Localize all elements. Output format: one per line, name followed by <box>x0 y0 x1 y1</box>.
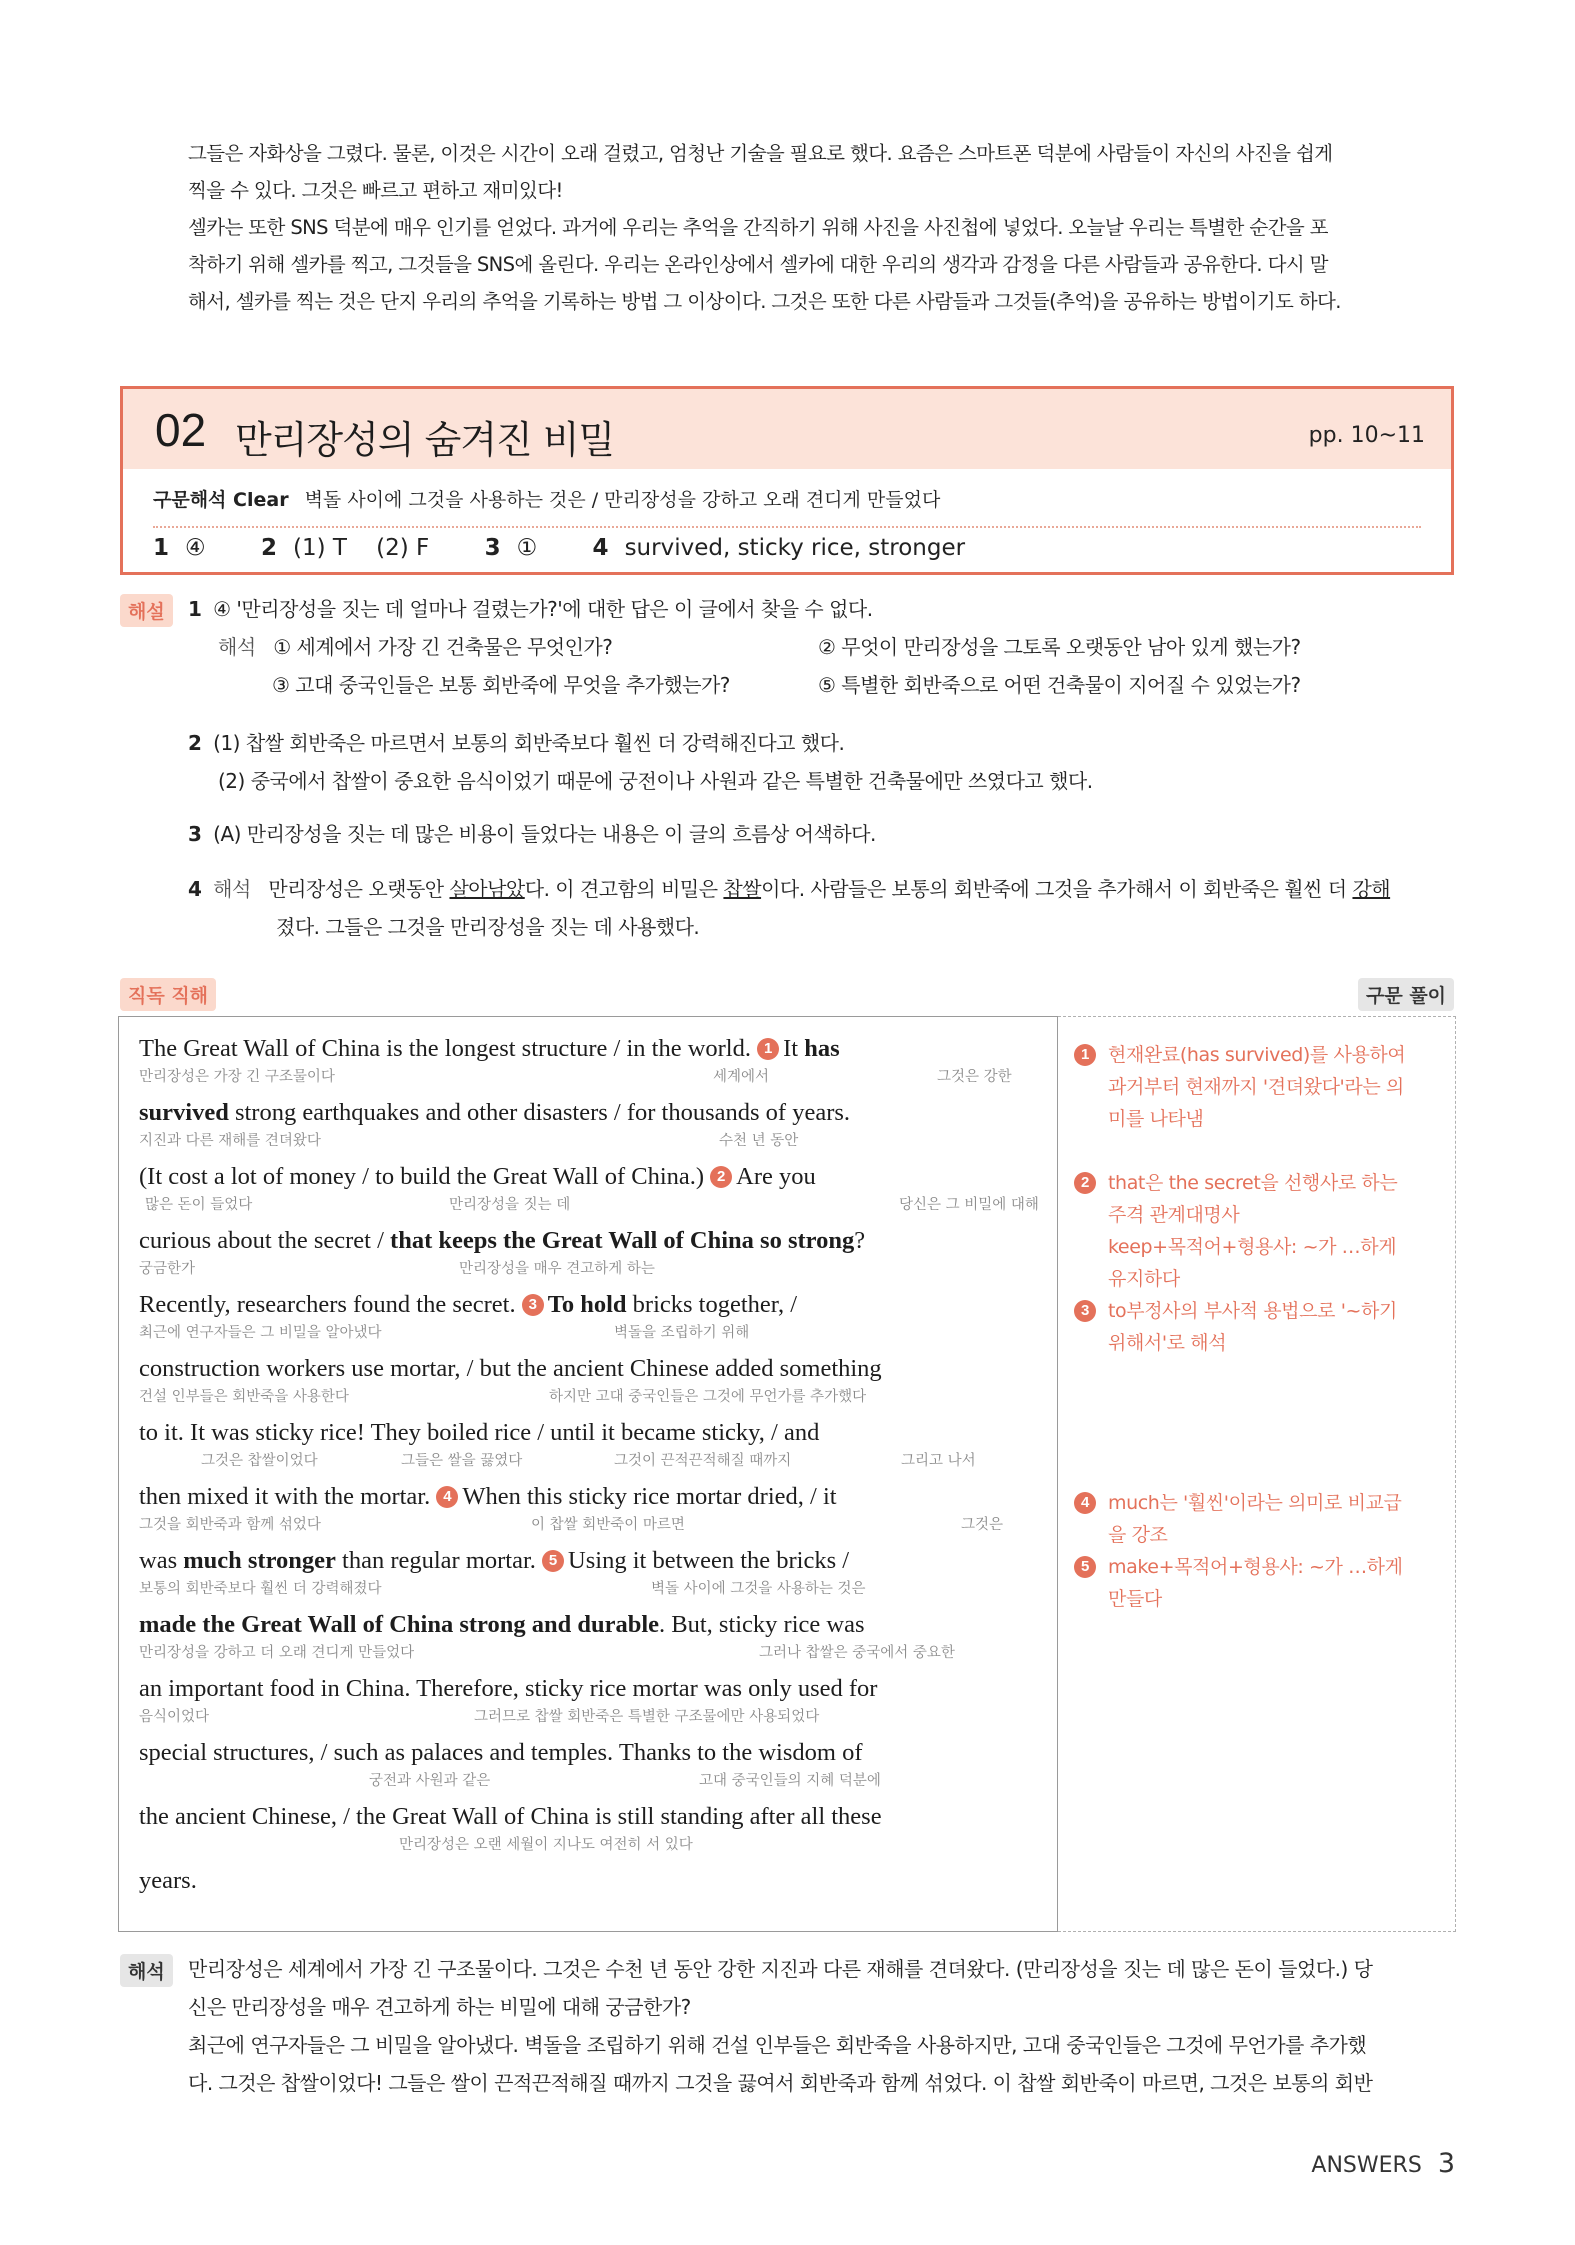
q4-part: 이다. 사람들은 보통의 회반죽에 그것을 추가해서 이 회반죽은 훨씬 더 <box>761 877 1353 901</box>
note-line: much는 '훨씬'이라는 의미로 비교급 <box>1108 1492 1402 1514</box>
note-line: 유지하다 <box>1108 1268 1180 1290</box>
sentence-text: Recently, researchers found the secret. <box>139 1291 522 1318</box>
english-sentence <box>139 1099 850 1127</box>
sentence-text: to it. It was sticky rice! They boiled rice / until it became sticky, / and <box>139 1419 820 1446</box>
korean-gloss: 만리장성을 짓는 데 <box>449 1197 571 1213</box>
q4-blank: 찹쌀 <box>723 877 762 901</box>
korean-gloss: 지진과 다른 재해를 견뎌왔다 <box>139 1133 321 1149</box>
explanation-tag: 해설 <box>120 594 173 627</box>
clear-text: 벽돌 사이에 그것을 사용하는 것은 / 만리장성을 강하고 오래 견디게 만들었다 <box>304 489 941 511</box>
key-phrase: survived <box>139 1099 229 1126</box>
reading-line <box>139 1419 1039 1483</box>
reading-line <box>139 1803 1039 1867</box>
sentence-text: years. <box>139 1867 197 1894</box>
top-paragraph <box>188 135 1458 320</box>
note-line: to부정사의 부사적 용법으로 '~하기 <box>1108 1300 1397 1322</box>
sentence-text: (It cost a lot of money / to build the Great Wall of China.) <box>139 1163 711 1190</box>
footer-label: ANSWERS <box>1311 2153 1422 2178</box>
english-sentence <box>139 1867 197 1895</box>
key-phrase: made the Great Wall of China strong and durable <box>139 1611 660 1638</box>
answer-value: (1) T (2) F <box>292 535 430 561</box>
korean-gloss: 최근에 연구자들은 그 비밀을 알아냈다 <box>139 1325 382 1341</box>
explanation-q2-1: 2 (1) 찹쌀 회반죽은 마르면서 보통의 회반죽보다 훨씬 더 강력해진다고 했다. <box>188 731 845 755</box>
korean-gloss: 당신은 그 비밀에 대해 <box>899 1197 1039 1213</box>
key-phrase: has <box>804 1035 840 1062</box>
note-line: keep+목적어+형용사: ~가 …하게 <box>1108 1236 1397 1258</box>
reading-line <box>139 1099 1039 1163</box>
sentence-text: Are you <box>736 1163 816 1190</box>
reading-line <box>139 1227 1039 1291</box>
korean-gloss: 수천 년 동안 <box>719 1133 799 1149</box>
note-3 <box>1074 1295 1444 1359</box>
english-sentence <box>139 1163 816 1191</box>
answer-row <box>153 535 1013 561</box>
korean-gloss: 만리장성은 가장 긴 구조물이다 <box>139 1069 335 1085</box>
note-line: 과거부터 현재까지 '견뎌왔다'라는 의 <box>1108 1076 1404 1098</box>
key-phrase: that keeps the Great Wall of China so strong <box>390 1227 855 1254</box>
note-line: 현재완료(has survived)를 사용하여 <box>1108 1044 1406 1066</box>
sentence-text: than regular mortar. <box>335 1547 543 1574</box>
top-line: 착하기 위해 셀카를 찍고, 그것들을 SNS에 올린다. 우리는 온라인상에서 셀카에 대한 우리의 생각과 감정을 다른 사람들과 공유한다. 다시 말 <box>188 253 1328 276</box>
note-line: make+목적어+형용사: ~가 …하게 <box>1108 1556 1403 1578</box>
note-number: 4 <box>1074 1492 1096 1514</box>
syntax-tag: 구문 풀이 <box>1358 978 1454 1011</box>
sentence-text: strong earthquakes and other disasters / for thousands of years. <box>228 1099 851 1126</box>
answer-number: 4 <box>592 535 609 561</box>
english-sentence <box>139 1739 862 1767</box>
answer-number: 2 <box>260 535 277 561</box>
english-sentence <box>139 1227 865 1255</box>
english-sentence <box>139 1419 819 1447</box>
korean-gloss: 많은 돈이 들었다 <box>145 1197 253 1213</box>
translation-tag: 해석 <box>120 1954 173 1987</box>
answer-value: survived, sticky rice, stronger <box>624 535 966 561</box>
q3-text: (A) 만리장성을 짓는 데 많은 비용이 들었다는 내용은 이 글의 흐름상 어색하다. <box>213 822 876 846</box>
q1-text: ④ '만리장성을 짓는 데 얼마나 걸렸는가?'에 대한 답은 이 글에서 찾을 수 없다. <box>213 597 873 621</box>
korean-gloss: 그러므로 찹쌀 회반죽은 특별한 구조물에만 사용되었다 <box>474 1709 820 1725</box>
note-5 <box>1074 1551 1444 1615</box>
note-line: 만들다 <box>1108 1588 1162 1610</box>
korean-gloss: 만리장성을 강하고 더 오래 견디게 만들었다 <box>139 1645 415 1661</box>
q4-blank: 강해 <box>1352 877 1391 901</box>
korean-gloss: 음식이었다 <box>139 1709 210 1725</box>
q1-options-row1 <box>218 628 612 666</box>
korean-gloss: 보통의 회반죽보다 훨씬 더 강력해졌다 <box>139 1581 382 1597</box>
sentence-text: was <box>139 1547 184 1574</box>
sentence-text: . But, sticky rice was <box>659 1611 865 1638</box>
q4-part: 다. 이 견고함의 비밀은 <box>524 877 724 901</box>
reading-line <box>139 1611 1039 1675</box>
q4-label: 해석 <box>213 877 251 901</box>
key-phrase: much stronger <box>183 1547 336 1574</box>
korean-gloss: 궁금한가 <box>139 1261 196 1277</box>
page-reference: pp. 10~11 <box>1308 423 1425 448</box>
english-sentence <box>139 1803 882 1831</box>
sentence-text: special structures, / such as palaces and temples. Thanks to the wisdom of <box>139 1739 863 1766</box>
top-line: 그들은 자화상을 그렸다. 물론, 이것은 시간이 오래 걸렸고, 엄청난 기술을 필요로 했다. 요즘은 스마트폰 덕분에 사람들이 자신의 사진을 쉽게 <box>188 142 1333 165</box>
reading-tag: 직독 직해 <box>120 978 216 1011</box>
answer-number: 3 <box>484 535 501 561</box>
translation-line: 최근에 연구자들은 그 비밀을 알아냈다. 벽돌을 조립하기 위해 건설 인부들은 회반죽을 사용하지만, 고대 중국인들은 그것에 무언가를 추가했 <box>188 2033 1367 2057</box>
reading-line <box>139 1675 1039 1739</box>
english-sentence <box>139 1291 797 1319</box>
note-line: that은 the secret을 선행사로 하는 <box>1108 1172 1398 1194</box>
english-sentence <box>139 1483 837 1511</box>
page-number: 3 <box>1437 2148 1455 2179</box>
korean-gloss: 만리장성은 오랜 세월이 지나도 여전히 서 있다 <box>399 1837 693 1853</box>
note-line: 위해서'로 해석 <box>1108 1332 1227 1354</box>
english-sentence <box>139 1611 865 1639</box>
note-line: 미를 나타냄 <box>1108 1108 1204 1130</box>
sentence-marker: 2 <box>710 1166 732 1188</box>
korean-gloss: 그들은 쌀을 끓였다 <box>401 1453 523 1469</box>
q1-label: 해석 <box>218 635 256 659</box>
q1-option1: ① 세계에서 가장 긴 건축물은 무엇인가? <box>273 635 613 659</box>
q1-option5: ⑤ 특별한 회반죽으로 어떤 건축물이 지어질 수 있었는가? <box>818 673 1301 697</box>
sentence-text: The Great Wall of China is the longest structure / in the world. <box>139 1035 758 1062</box>
sentence-text: curious about the secret / <box>139 1227 391 1254</box>
reading-line <box>139 1739 1039 1803</box>
sentence-text: an important food in China. Therefore, sticky rice mortar was only used for <box>139 1675 878 1702</box>
sentence-text: the ancient Chinese, / the Great Wall of China is still standing after all these <box>139 1803 882 1830</box>
syntax-notes-box <box>1058 1016 1456 1932</box>
korean-gloss: 이 찹쌀 회반죽이 마르면 <box>531 1517 685 1533</box>
top-line: 찍을 수 있다. 그것은 빠르고 편하고 재미있다! <box>188 179 563 202</box>
reading-line <box>139 1867 1039 1931</box>
top-line: 해서, 셀카를 찍는 것은 단지 우리의 추억을 기록하는 방법 그 이상이다. 그것은 또한 다른 사람들과 그것들(추억)을 공유하는 방법이기도 하다. <box>188 290 1341 313</box>
lesson-number: 02 <box>155 404 207 456</box>
note-4 <box>1074 1487 1444 1551</box>
sentence-marker: 4 <box>436 1486 458 1508</box>
q4-part: 만리장성은 오랫동안 <box>268 877 450 901</box>
note-line: 주격 관계대명사 <box>1108 1204 1240 1226</box>
korean-gloss: 하지만 고대 중국인들은 그것에 무언가를 추가했다 <box>549 1389 867 1405</box>
english-sentence <box>139 1675 877 1703</box>
sentence-text: construction workers use mortar, / but the ancient Chinese added something <box>139 1355 882 1382</box>
reading-box <box>118 1016 1058 1932</box>
reading-line <box>139 1291 1039 1355</box>
dotted-divider <box>153 526 1421 528</box>
english-sentence <box>139 1355 882 1383</box>
translation-line: 신은 만리장성을 매우 견고하게 하는 비밀에 대해 궁금한가? <box>188 1995 691 2019</box>
korean-gloss: 세계에서 <box>713 1069 770 1085</box>
answer-number: 1 <box>153 535 170 561</box>
sentence-text: bricks together, / <box>626 1291 798 1318</box>
key-phrase: To hold <box>547 1291 627 1318</box>
korean-gloss: 그러나 찹쌀은 중국에서 중요한 <box>759 1645 955 1661</box>
clear-label: 구문해석 Clear <box>153 489 289 511</box>
korean-gloss: 벽돌을 조립하기 위해 <box>614 1325 750 1341</box>
reading-line <box>139 1483 1039 1547</box>
note-number: 1 <box>1074 1044 1096 1066</box>
answer-header-box <box>120 386 1454 575</box>
answer-value: ④ <box>185 535 206 561</box>
note-number: 5 <box>1074 1556 1096 1578</box>
sentence-text: It <box>783 1035 805 1062</box>
korean-gloss: 그것은 강한 <box>937 1069 1012 1085</box>
page-footer <box>1311 2148 1455 2179</box>
explanation-q4: 4 해석 만리장성은 오랫동안 살아남았다. 이 견고함의 비밀은 찹쌀이다. 사람들은 보통의 회반죽에 그것을 추가해서 이 회반죽은 훨씬 더 강해 <box>188 877 1391 901</box>
answer-value: ① <box>516 535 538 561</box>
translation-line: 만리장성은 세계에서 가장 긴 구조물이다. 그것은 수천 년 동안 강한 지진과 다른 재해를 견뎌왔다. (만리장성을 짓는 데 많은 돈이 들었다.) 당 <box>188 1957 1373 1981</box>
korean-gloss: 그리고 나서 <box>901 1453 976 1469</box>
korean-gloss: 그것은 찹쌀이었다 <box>201 1453 318 1469</box>
reading-line <box>139 1547 1039 1611</box>
sentence-text: Using it between the bricks / <box>568 1547 850 1574</box>
reading-line <box>139 1355 1039 1419</box>
explanation-q4-line2: 졌다. 그들은 그것을 만리장성을 짓는 데 사용했다. <box>276 915 700 939</box>
sentence-marker: 5 <box>542 1550 564 1572</box>
korean-gloss: 그것은 <box>961 1517 1004 1533</box>
korean-gloss: 고대 중국인들의 지혜 덕분에 <box>699 1773 881 1789</box>
note-number: 3 <box>1074 1300 1096 1322</box>
q1-option3: ③ 고대 중국인들은 보통 회반죽에 무엇을 추가했는가? <box>272 673 730 697</box>
q1-option2: ② 무엇이 만리장성을 그토록 오랫동안 남아 있게 했는가? <box>818 635 1301 659</box>
sentence-text: When this sticky rice mortar dried, / it <box>462 1483 837 1510</box>
translation-line: 다. 그것은 찹쌀이었다! 그들은 쌀이 끈적끈적해질 때까지 그것을 끓여서 회반죽과 함께 섞었다. 이 찹쌀 회반죽이 마르면, 그것은 보통의 회반 <box>188 2071 1373 2095</box>
korean-gloss: 그것이 끈적끈적해질 때까지 <box>614 1453 792 1469</box>
note-2 <box>1074 1167 1444 1295</box>
korean-gloss: 그것을 회반죽과 함께 섞었다 <box>139 1517 321 1533</box>
explanation-q2-2: (2) 중국에서 찹쌀이 중요한 음식이었기 때문에 궁전이나 사원과 같은 특별한 건축물에만 쓰였다고 했다. <box>218 769 1093 793</box>
note-1 <box>1074 1039 1444 1135</box>
note-number: 2 <box>1074 1172 1096 1194</box>
korean-gloss: 궁전과 사원과 같은 <box>369 1773 491 1789</box>
sentence-text: ? <box>854 1227 866 1254</box>
korean-gloss: 만리장성을 매우 견고하게 하는 <box>459 1261 655 1277</box>
top-line: 셀카는 또한 SNS 덕분에 매우 인기를 얻었다. 과거에 우리는 추억을 간직하기 위해 사진을 사진첩에 넣었다. 오늘날 우리는 특별한 순간을 포 <box>188 216 1328 239</box>
sentence-marker: 3 <box>522 1294 544 1316</box>
reading-lines <box>139 1035 1039 1931</box>
sentence-marker: 1 <box>757 1038 779 1060</box>
note-line: 을 강조 <box>1108 1524 1168 1546</box>
clear-row <box>153 485 940 512</box>
lesson-title: 만리장성의 숨겨진 비밀 <box>235 418 615 462</box>
english-sentence <box>139 1035 840 1063</box>
english-sentence <box>139 1547 849 1575</box>
q2-1-text: (1) 찹쌀 회반죽은 마르면서 보통의 회반죽보다 훨씬 더 강력해진다고 했다. <box>213 731 845 755</box>
korean-gloss: 건설 인부들은 회반죽을 사용한다 <box>139 1389 349 1405</box>
sentence-text: then mixed it with the mortar. <box>139 1483 437 1510</box>
q4-blank: 살아남았 <box>449 877 525 901</box>
explanation-q1: 1 ④ '만리장성을 짓는 데 얼마나 걸렸는가?'에 대한 답은 이 글에서 찾을 수 없다. <box>188 597 873 621</box>
korean-gloss: 벽돌 사이에 그것을 사용하는 것은 <box>651 1581 866 1597</box>
reading-line <box>139 1035 1039 1099</box>
reading-line <box>139 1163 1039 1227</box>
explanation-q3: 3 (A) 만리장성을 짓는 데 많은 비용이 들었다는 내용은 이 글의 흐름상 어색하다. <box>188 822 876 846</box>
